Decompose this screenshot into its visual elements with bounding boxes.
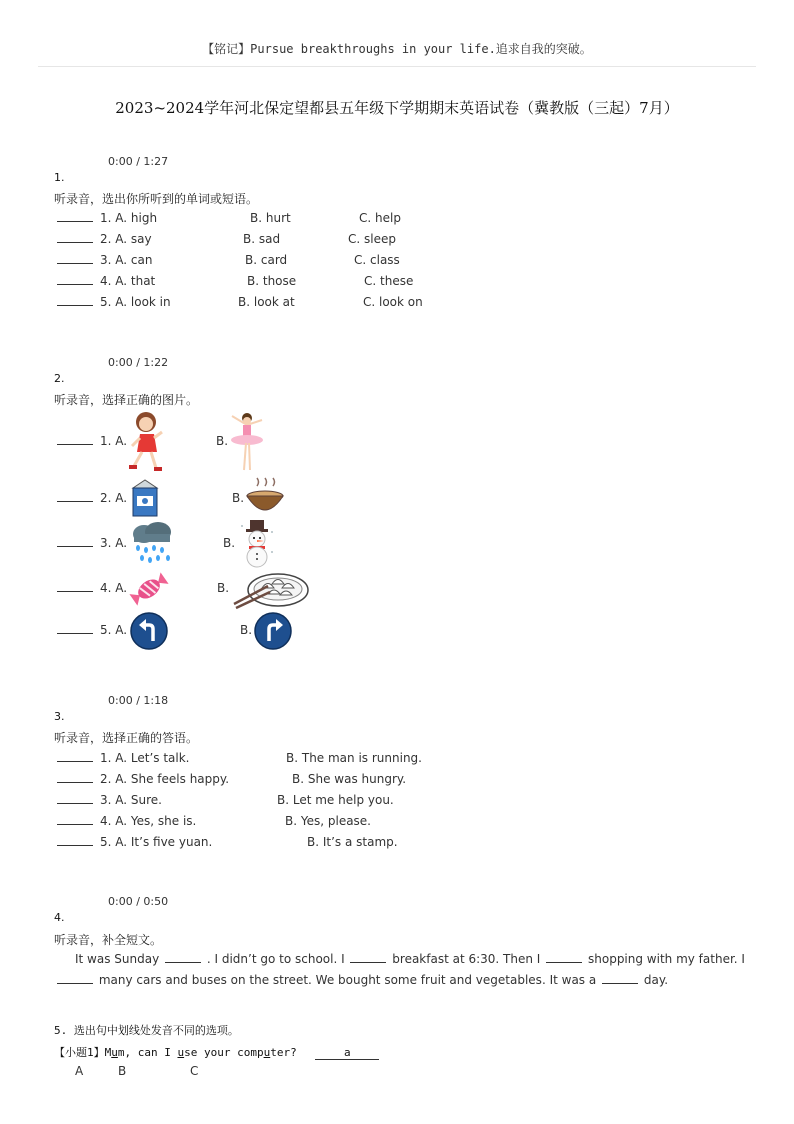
- passage-line-2: [57, 973, 668, 987]
- option-a: 5. A.: [100, 623, 128, 637]
- snowman-icon: [238, 518, 278, 568]
- underlined-letter: u: [263, 1046, 271, 1059]
- passage-text: day.: [643, 973, 669, 987]
- answer-blank[interactable]: [57, 772, 93, 786]
- question-instruction-4: 听录音，补全短文。: [54, 933, 163, 947]
- option-b: B. The man is running.: [286, 751, 422, 765]
- option-b: B. sad: [243, 232, 281, 246]
- answer-blank[interactable]: [57, 581, 93, 595]
- option-a: 1. A. Let’s talk.: [100, 751, 190, 765]
- answer-blank[interactable]: [57, 434, 93, 448]
- soup-bowl-icon: [245, 476, 285, 520]
- turn-left-sign-icon: [130, 612, 168, 650]
- answer-blank[interactable]: [57, 536, 93, 550]
- option-a: 5. A. look in: [100, 295, 171, 309]
- option-b: B. those: [247, 274, 297, 288]
- option-c: C. class: [354, 253, 400, 267]
- question-number-1: 1.: [54, 171, 65, 184]
- option-a: 1. A. high: [100, 211, 158, 225]
- choice-a[interactable]: A: [75, 1064, 84, 1078]
- question-title-5: 5. 选出句中划线处发音不同的选项。: [54, 1024, 239, 1037]
- option-b: B. It’s a stamp.: [307, 835, 398, 849]
- ballet-dancer-icon: [228, 410, 266, 476]
- dumplings-icon: [232, 566, 310, 610]
- running-girl-icon: [126, 408, 168, 474]
- passage-text: breakfast at 6:30. Then I: [392, 952, 541, 966]
- sub-question-1: [54, 1044, 379, 1060]
- fill-blank[interactable]: [350, 952, 386, 963]
- header-divider: [38, 66, 756, 67]
- sentence-text: se your comp: [184, 1046, 264, 1059]
- option-a: 3. A. Sure.: [100, 793, 162, 807]
- answer-blank[interactable]: [57, 751, 93, 765]
- milk-carton-icon: [127, 478, 163, 518]
- option-b: B.: [216, 434, 229, 448]
- option-a: 1. A.: [100, 434, 128, 448]
- rain-cloud-icon: [128, 520, 174, 564]
- answer-field[interactable]: a: [315, 1046, 379, 1060]
- option-a: 2. A.: [100, 491, 128, 505]
- audio-player-q3[interactable]: 0:00 / 1:18: [108, 694, 169, 707]
- sentence-text: M: [104, 1046, 112, 1059]
- question-instruction-3: 听录音，选择正确的答语。: [54, 731, 199, 745]
- option-b: B. Yes, please.: [285, 814, 371, 828]
- passage-text: shopping with my father. I: [588, 952, 745, 966]
- answer-blank[interactable]: [57, 274, 93, 288]
- option-b: B.: [217, 581, 230, 595]
- option-a: 3. A.: [100, 536, 128, 550]
- audio-player-q1[interactable]: 0:00 / 1:27: [108, 155, 169, 168]
- option-a: 4. A.: [100, 581, 128, 595]
- option-c: C. help: [359, 211, 401, 225]
- answer-blank[interactable]: [57, 295, 93, 309]
- underlined-letter: u: [111, 1046, 118, 1059]
- passage-text: many cars and buses on the street. We bought some fruit and vegetables. It was a: [98, 973, 597, 987]
- option-b: B. look at: [238, 295, 295, 309]
- option-c: C. these: [364, 274, 414, 288]
- underlined-letter: u: [177, 1046, 185, 1059]
- option-a: 5. A. It’s five yuan.: [100, 835, 213, 849]
- answer-blank[interactable]: [57, 814, 93, 828]
- fill-blank[interactable]: [602, 973, 638, 984]
- passage-text: . I didn’t go to school. I: [206, 952, 345, 966]
- option-b: B. hurt: [250, 211, 291, 225]
- option-c: C. look on: [363, 295, 423, 309]
- option-a: 4. A. Yes, she is.: [100, 814, 197, 828]
- option-b: B. card: [245, 253, 288, 267]
- fill-blank[interactable]: [165, 952, 201, 963]
- answer-blank[interactable]: [57, 253, 93, 267]
- candy-icon: [128, 570, 170, 608]
- sub-question-label: 【小题1】: [54, 1046, 105, 1059]
- option-a: 2. A. say: [100, 232, 152, 246]
- option-b: B.: [240, 623, 253, 637]
- answer-blank[interactable]: [57, 623, 93, 637]
- choice-c[interactable]: C: [190, 1064, 199, 1078]
- question-number-3: 3.: [54, 710, 65, 723]
- option-b: B.: [223, 536, 236, 550]
- passage-text: It was Sunday: [75, 952, 160, 966]
- option-a: 2. A. She feels happy.: [100, 772, 230, 786]
- answer-blank[interactable]: [57, 793, 93, 807]
- option-a: 3. A. can: [100, 253, 153, 267]
- option-a: 4. A. that: [100, 274, 156, 288]
- option-c: C. sleep: [348, 232, 396, 246]
- answer-blank[interactable]: [57, 491, 93, 505]
- audio-player-q4[interactable]: 0:00 / 0:50: [108, 895, 169, 908]
- sentence-text: m, can I: [117, 1046, 178, 1059]
- question-number-4: 4.: [54, 911, 65, 924]
- option-b: B.: [232, 491, 245, 505]
- question-instruction-2: 听录音，选择正确的图片。: [54, 393, 199, 407]
- choice-b[interactable]: B: [118, 1064, 127, 1078]
- option-b: B. She was hungry.: [292, 772, 407, 786]
- question-instruction-1: 听录音，选出你所听到的单词或短语。: [54, 192, 259, 206]
- fill-blank[interactable]: [546, 952, 582, 963]
- page-motto: 【铭记】Pursue breakthroughs in your life.追求自我的突破。: [202, 42, 592, 56]
- passage-line-1: [75, 952, 745, 966]
- audio-player-q2[interactable]: 0:00 / 1:22: [108, 356, 169, 369]
- option-b: B. Let me help you.: [277, 793, 394, 807]
- sentence-text: ter?: [270, 1046, 297, 1059]
- fill-blank[interactable]: [57, 973, 93, 984]
- answer-blank[interactable]: [57, 232, 93, 246]
- answer-blank[interactable]: [57, 211, 93, 225]
- answer-blank[interactable]: [57, 835, 93, 849]
- question-number-2: 2.: [54, 372, 65, 385]
- turn-right-sign-icon: [254, 612, 292, 650]
- page-title: 2023~2024学年河北保定望都县五年级下学期期末英语试卷（冀教版（三起）7月）: [115, 99, 679, 117]
